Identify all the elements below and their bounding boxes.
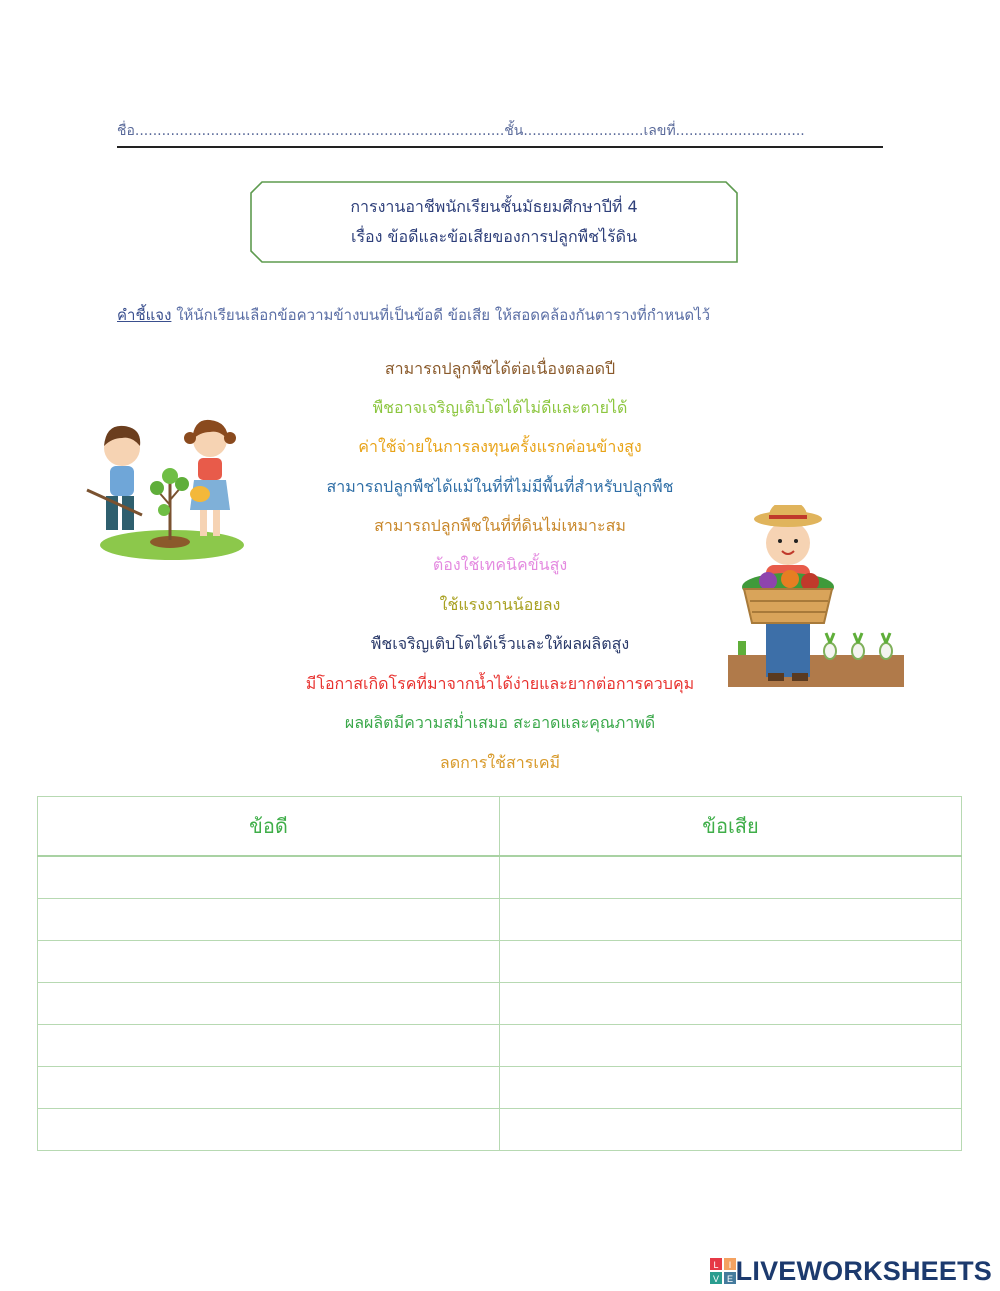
- advantage-drop-cell[interactable]: [38, 1067, 500, 1109]
- instruction: [117, 303, 877, 327]
- disadvantage-drop-cell[interactable]: [500, 1025, 962, 1067]
- liveworksheets-logo-text: LIVEWORKSHEETS: [735, 1255, 992, 1286]
- kids-planting-illustration: [82, 410, 248, 560]
- title-line-1: การงานอาชีพนักเรียนชั้นมัธยมศึกษาปีที่ 4: [350, 197, 638, 216]
- statement-4[interactable]: สามารถปลูกพืชได้แม้ในที่ที่ไม่มีพื้นที่สำหรับปลูกพืช: [326, 477, 674, 496]
- table-row: [38, 856, 962, 899]
- disadvantage-drop-cell[interactable]: [500, 1067, 962, 1109]
- liveworksheets-logo: [710, 1256, 992, 1286]
- statement-11[interactable]: ลดการใช้สารเคมี: [439, 753, 561, 772]
- name-class-number-line: ชื่อ...................................................................................ชั้น...........................เลขที่.............................: [117, 120, 883, 148]
- instruction-label: คำชี้แจง: [117, 306, 172, 324]
- advantage-drop-cell[interactable]: [38, 856, 500, 899]
- answer-table: [37, 796, 962, 1151]
- instruction-text: ให้นักเรียนเลือกข้อความข้างบนที่เป็นข้อดี ข้อเสีย ให้สอดคล้องกันตารางที่กำหนดไว้: [171, 306, 711, 324]
- statement-1[interactable]: สามารถปลูกพืชได้ต่อเนื่องตลอดปี: [384, 359, 616, 378]
- statement-9[interactable]: มีโอกาสเกิดโรคที่มาจากน้ำได้ง่ายและยากต่อการควบคุม: [305, 674, 695, 693]
- advantage-drop-cell[interactable]: [38, 941, 500, 983]
- disadvantage-drop-cell[interactable]: [500, 983, 962, 1025]
- disadvantage-drop-cell[interactable]: [500, 856, 962, 899]
- statement-7[interactable]: ใช้แรงงานน้อยลง: [439, 595, 561, 614]
- logo-letter: L: [713, 1260, 719, 1270]
- statement-8[interactable]: พืชเจริญเติบโตได้เร็วและให้ผลผลิตสูง: [370, 634, 630, 653]
- logo-letter: V: [712, 1274, 719, 1284]
- title-line-2: เรื่อง ข้อดีและข้อเสียของการปลูกพืชไร้ดิน: [350, 227, 638, 246]
- table-row: [38, 983, 962, 1025]
- statement-10[interactable]: ผลผลิตมีความสม่ำเสมอ สะอาดและคุณภาพดี: [344, 713, 656, 732]
- statement-5[interactable]: สามารถปลูกพืชในที่ที่ดินไม่เหมาะสม: [374, 516, 626, 535]
- farmer-illustration: [728, 505, 904, 690]
- statement-2[interactable]: พืชอาจเจริญเติบโตได้ไม่ดีและตายได้: [372, 398, 628, 417]
- advantage-drop-cell[interactable]: [38, 1025, 500, 1067]
- table-row: [38, 1067, 962, 1109]
- column-header-disadvantages: ข้อเสีย: [500, 797, 962, 857]
- logo-letter: I: [728, 1260, 731, 1270]
- table-row: [38, 1109, 962, 1151]
- advantage-drop-cell[interactable]: [38, 1109, 500, 1151]
- liveworksheets-logo-icon: [710, 1258, 736, 1284]
- logo-letter: E: [726, 1274, 733, 1284]
- statement-6[interactable]: ต้องใช้เทคนิคขั้นสูง: [432, 555, 568, 574]
- column-header-advantages: ข้อดี: [38, 797, 500, 857]
- table-row: [38, 1025, 962, 1067]
- advantage-drop-cell[interactable]: [38, 899, 500, 941]
- statement-3[interactable]: ค่าใช้จ่ายในการลงทุนครั้งแรกค่อนข้างสูง: [358, 437, 642, 456]
- disadvantage-drop-cell[interactable]: [500, 899, 962, 941]
- table-header-row: [38, 797, 962, 857]
- table-row: [38, 941, 962, 983]
- disadvantage-drop-cell[interactable]: [500, 941, 962, 983]
- title-box: [250, 181, 738, 263]
- advantage-drop-cell[interactable]: [38, 983, 500, 1025]
- table-row: [38, 899, 962, 941]
- disadvantage-drop-cell[interactable]: [500, 1109, 962, 1151]
